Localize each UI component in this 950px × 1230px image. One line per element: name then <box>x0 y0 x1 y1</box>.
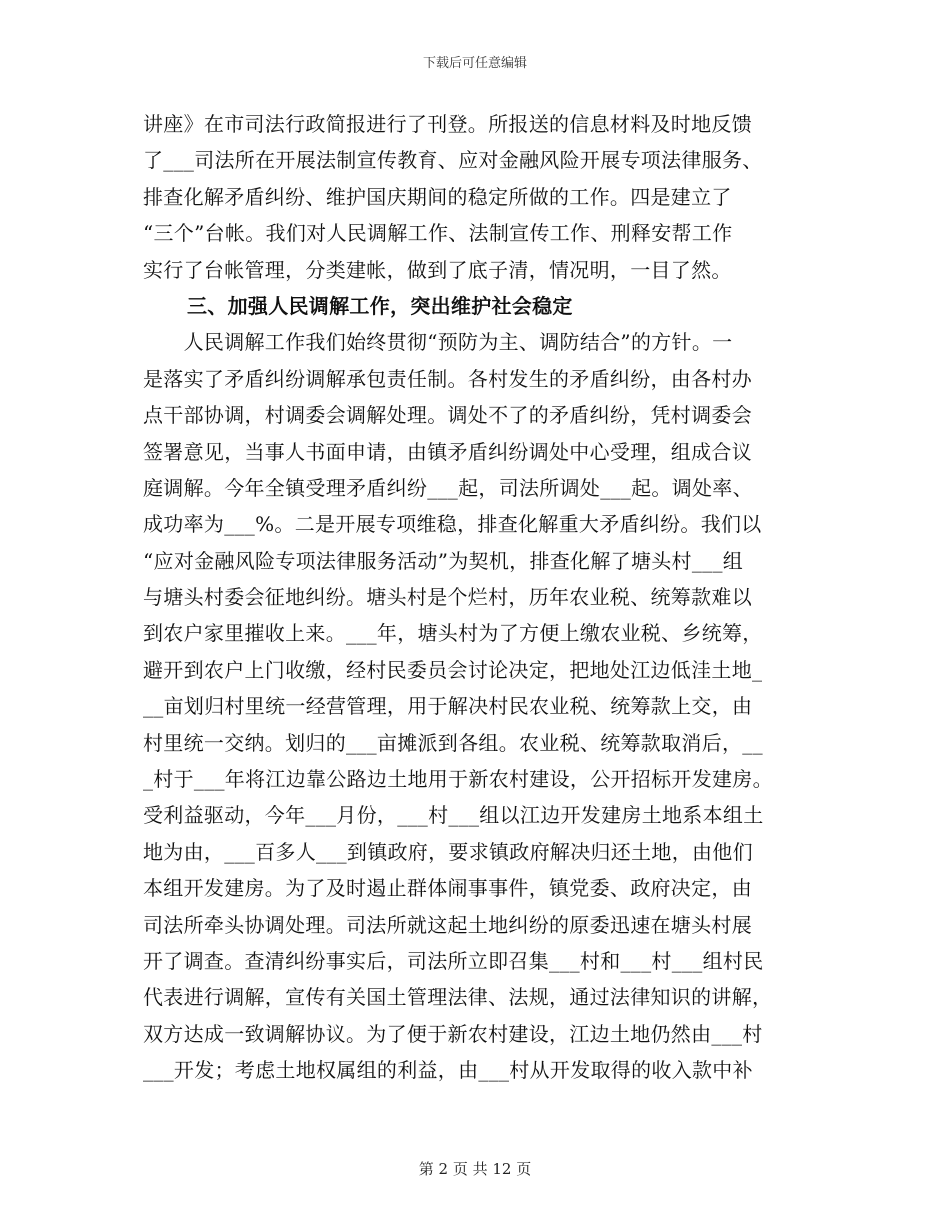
section-heading: 三、加强人民调解工作，突出维护社会稳定 <box>187 293 573 318</box>
body-line: 村里统一交纳。划归的___亩摊派到各组。农业税、统筹款取消后，__ <box>143 730 763 755</box>
body-line: 人民调解工作我们始终贯彻“预防为主、调防结合”的方针。一 <box>143 330 733 355</box>
body-line: 本组开发建房。为了及时遏止群体闹事事件，镇党委、政府决定，由 <box>143 876 752 901</box>
body-line: __亩划归村里统一经营管理，用于解决村民农业税、统筹款上交，由 <box>143 694 753 719</box>
body-line: 到农户家里摧收上来。___年，塘头村为了方便上缴农业税、乡统筹， <box>143 621 763 646</box>
body-line: 司法所牵头协调处理。司法所就这起土地纠纷的原委迅速在塘头村展 <box>143 912 752 937</box>
body-line: 代表进行调解，宣传有关国土管理法律、法规，通过法律知识的讲解， <box>143 985 773 1010</box>
body-line: 地为由，___百多人___到镇政府，要求镇政府解决归还土地，由他们 <box>143 839 753 864</box>
body-line: “三个”台帐。我们对人民调解工作、法制宣传工作、刑释安帮工作 <box>143 221 733 246</box>
body-line: _村于___年将江边靠公路边土地用于新农村建设，公开招标开发建房。 <box>143 767 773 792</box>
body-line: 排查化解矛盾纠纷、维护国庆期间的稳定所做的工作。四是建立了 <box>143 184 732 209</box>
body-line: ___开发；考虑土地权属组的利益，由___村从开发取得的收入款中补 <box>143 1058 753 1083</box>
body-line: 讲座》在市司法行政简报进行了刊登。所报送的信息材料及时地反馈 <box>143 112 752 136</box>
body-line: 受利益驱动，今年___月份，___村___组以江边开发建房土地系本组土 <box>143 803 764 828</box>
page-number-footer: 第 2 页 共 12 页 <box>418 1160 532 1178</box>
body-line: 点干部协调，村调委会调解处理。调处不了的矛盾纠纷，凭村调委会 <box>143 403 752 428</box>
body-line: 实行了台帐管理，分类建帐，做到了底子清，情况明，一目了然。 <box>143 257 732 282</box>
body-line: 与塘头村委会征地纠纷。塘头村是个烂村，历年农业税、统筹款难以 <box>143 585 752 610</box>
body-line: 避开到农户上门收缴，经村民委员会讨论决定，把地处江边低洼土地_ <box>143 657 763 682</box>
body-line: 双方达成一致调解协议。为了便于新农村建设，江边土地仍然由___村 <box>143 1021 763 1046</box>
body-line: 了___司法所在开展法制宣传教育、应对金融风险开展专项法律服务、 <box>143 148 763 173</box>
body-line: 开了调查。查清纠纷事实后，司法所立即召集___村和___村___组村民 <box>143 948 764 973</box>
body-line: 庭调解。今年全镇受理矛盾纠纷___起，司法所调处___起。调处率、 <box>143 475 753 500</box>
body-line: 签署意见，当事人书面申请，由镇矛盾纠纷调处中心受理，组成合议 <box>143 439 752 464</box>
body-line: 是落实了矛盾纠纷调解承包责任制。各村发生的矛盾纠纷，由各村办 <box>143 366 752 391</box>
page-header-note: 下载后可任意编辑 <box>422 56 527 71</box>
body-line: “应对金融风险专项法律服务活动”为契机，排查化解了塘头村___组 <box>143 548 744 573</box>
body-line: 成功率为___%。二是开展专项维稳，排查化解重大矛盾纠纷。我们以 <box>143 512 762 537</box>
document-body <box>143 106 808 1089</box>
